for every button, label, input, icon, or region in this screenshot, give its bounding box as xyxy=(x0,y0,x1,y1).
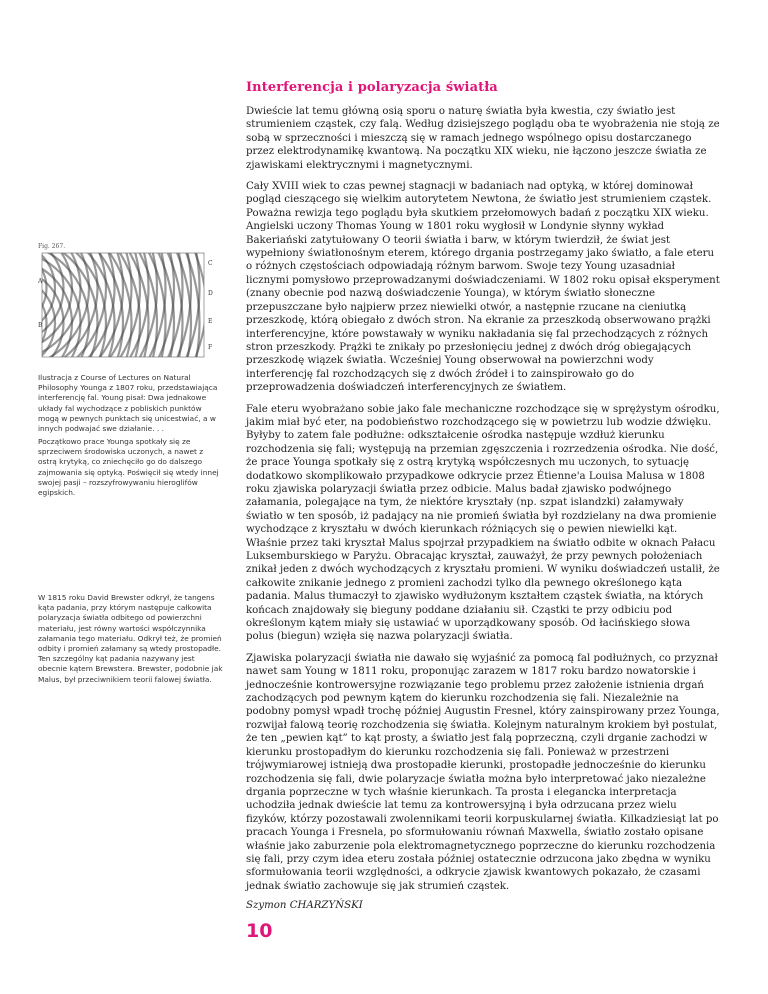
sidenote-young xyxy=(38,437,223,498)
interference-illustration xyxy=(38,243,226,363)
figure-letter: D xyxy=(208,290,213,297)
paragraph-4: Zjawiska polaryzacji światła nie dawało się wyjaśnić za pomocą fal podłużnych, co przyznał nawet sam Young w 1811 roku, proponując zarazem w 1817 roku bardzo nowatorskie i jednocześnie kontrowersyjne rozwiązanie tego problemu przez założenie istnienia drgań zachodzących pod pewnym kątem do kierunku rozchodzenia się fali. Niezależnie na podobny pomysł wpadł trochę później Augustin Fresnel, który zainspirowany przez Younga, rozwijał falową teorię rozchodzenia się światła. Kolejnym naturalnym krokiem był postulat, że ten „pewien kąt” to kąt prosty, a światło jest falą poprzeczną, czyli drganie zachodzi w kierunku prostopadłym do kierunku rozchodzenia się fali. Ponieważ w przestrzeni trójwymiarowej istnieją dwa prostopadłe kierunki, prostopadłe jednocześnie do kierunku rozchodzenia się fali, dwie polaryzacje światła można było interpretować jako niezależne drgania poprzeczne w tych właśnie kierunkach. Ta prosta i elegancka interpretacja uchodziła jednak dwieście lat temu za kontrowersyjną i była odrzucana przez wielu fizyków, którzy pozostawali zwolennikami teorii korpuskularnej światła. Kilkadziesiąt lat po pracach Younga i Fresnela, po sformułowaniu równań Maxwella, światło zostało opisane właśnie jako zaburzenie pola elektromagnetycznego poprzeczne do kierunku rozchodzenia się fali, przy czym idea eteru została później ostatecznie odrzucona jako zbędna w wyniku sformułowania teorii względności, a odkrycie zjawisk kwantowych pokazało, że czasami jednak światło zachowuje się jak strumień cząstek. xyxy=(246,652,720,892)
figure-letter: B xyxy=(38,322,43,329)
figure-letter: F xyxy=(208,344,213,351)
figure-letter: C xyxy=(208,260,213,267)
page-number: 10 xyxy=(246,920,273,942)
figure-caption xyxy=(38,373,223,434)
sidenote-brewster-text: W 1815 roku David Brewster odkrył, że tangens kąta padania, przy którym następuje całkowita polaryzacja światła odbitego od powierzchni materiału, jest równy wartości współczynnika załamania tego materiału. Odkrył też, że promień odbity i promień załamany są wtedy prostopadłe. Ten szczególny kąt padania nazywany jest obecnie kątem Brewstera. Brewster, podobnie jak Malus, był przeciwnikiem teorii falowej światła. xyxy=(38,593,223,684)
caption-text: Ilustracja z Course of Lectures on Natural Philosophy Younga z 1807 roku, przedstawiająca interferencję fal. Young pisał: Dwa jednakowe układy fal wychodzące z pobliskich punktów mogą w pewnych punktach się unicestwiać, a w innych podwajać swe działanie. . . xyxy=(38,373,218,434)
figure-letter: E xyxy=(208,318,213,325)
wavefronts xyxy=(38,243,217,363)
figure-letter: A xyxy=(38,278,43,285)
paragraph-3: Fale eteru wyobrażano sobie jako fale mechaniczne rozchodzące się w sprężystym ośrodku, jakim miał być eter, na podobieństwo rozchodzącego się w powietrzu lub wodzie dźwięku. Byłyby to zatem fale podłużne: odkształcenie ośrodka następuje wzdłuż kierunku rozchodzenia się fali; występują na przemian zgęszczenia i rozrzedzenia ośrodka. Nie dość, że prace Younga spotkały się z ostrą krytyką współczesnych mu uczonych, to sytuację dodatkowo skomplikowało przypadkowe odkrycie przez Étienne'a Louisa Malusa w 1808 roku zjawiska polaryzacji światła przez odbicie. Malus badał zjawisko podwójnego załamania, polegające na tym, że niektóre kryształy (np. szpat islandzki) załamywały światło w ten sposób, iż padający na nie promień światła był rozdzielany na dwa promienie wychodzące z kryształu w dwóch kierunkach różniących się o pewien niewielki kąt. Właśnie przez taki kryształ Malus spojrzał przypadkiem na światło odbite w oknach Pałacu Luksemburskiego w Paryżu. Obracając kryształ, zauważył, że przy pewnych położeniach znikał jeden z dwóch wychodzących z kryształu promieni. W wyniku doświadczeń ustalił, że całkowite znikanie jednego z promieni zachodzi tylko dla pewnego określonego kąta padania. Malus tłumaczył to zjawisko wydłużonym kształtem cząstek światła, na których końcach znajdowały się bieguny poddane działaniu sił. Cząstki te przy odbiciu pod określonym kątem miały się ustawiać w uporządkowany sposób. Od łacińskiego słowa polus (biegun) wzięła się nazwa polaryzacji światła. xyxy=(246,403,720,643)
figure-border xyxy=(42,253,204,357)
page-title: Interferencja i polaryzacja światła xyxy=(246,80,498,95)
paragraph-1: Dwieście lat temu główną osią sporu o naturę światła była kwestia, czy światło jest strumieniem cząstek, czy falą. Według dzisiejszego poglądu oba te wyobrażenia nie stoją ze sobą w sprzeczności i mieszczą się w ramach jednego wspólnego opisu dostarczanego przez elektrodynamikę kwantową. Na początku XIX wieku, nie łączono jeszcze światła ze zjawiskami elektrycznymi i magnetycznymi. xyxy=(246,106,720,171)
sidenote-young-text: Początkowo prace Younga spotkały się ze sprzeciwem środowiska uczonych, a nawet z ostrą krytyką, co zniechęciło go do dalszego zajmowania się optyką. Poświęcił się wtedy innej swojej pasji – rozszyfrowywaniu hieroglifów egipskich. xyxy=(38,437,219,498)
author-signature: Szymon CHARZYŃSKI xyxy=(246,900,363,912)
article-body xyxy=(246,105,720,921)
figure-label: Fig. 267. xyxy=(38,243,66,250)
interference-figure xyxy=(38,243,226,363)
paragraph-2: Cały XVIII wiek to czas pewnej stagnacji w badaniach nad optyką, w której dominował pogląd cieszącego się wielkim autorytetem Newtona, że światło jest strumieniem cząstek. Poważna rewizja tego poglądu była skutkiem przełomowych badań z początku XIX wieku. Angielski uczony Thomas Young w 1801 roku wygłosił w Londynie słynny wykład Bakeriański zatytułowany O teorii światła i barw, w którym twierdził, że świat jest wypełniony światłonośnym eterem, którego drgania postrzegamy jako światło, a fale eteru o różnych częstościach odpowiadają różnym barwom. Swoje tezy Young uzasadniał licznymi pomysłowo przeprowadzanymi doświadczeniami. W 1802 roku opisał eksperyment (znany obecnie pod nazwą doświadczenie Younga), w którym światło słoneczne przepuszczane było najpierw przez niewielki otwór, a następnie rzucane na cieniutką przeszkodę, którą obiegało z dwóch stron. Na ekranie za przeszkodą obserwowano prążki interferencyjne, które powstawały w wyniku nakładania się fal przechodzących z różnych stron przeszkody. Prążki te znikały po przesłonięciu jednej z dwóch dróg obiegających przeszkodę wiązek światła. Wcześniej Young obserwował na powierzchni wody interferencję fal rozchodzących się z dwóch źródeł i to zainspirowało go do przeprowadzenia doświadczeń interferencyjnych ze światłem. xyxy=(246,181,720,394)
sidenote-brewster xyxy=(38,593,223,685)
